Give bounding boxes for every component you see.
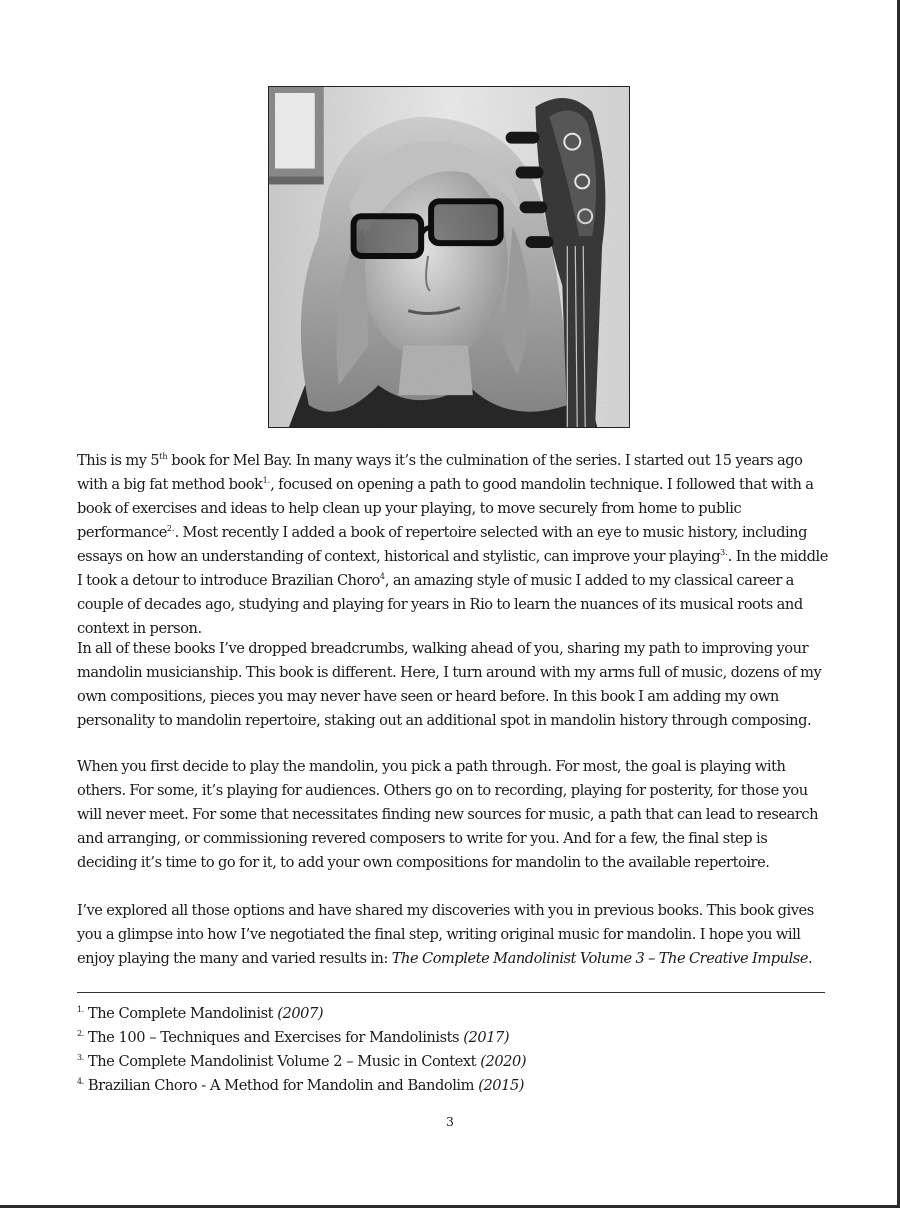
footnote-year: (2017) <box>463 1029 510 1046</box>
author-photo <box>268 86 630 428</box>
footnote-title: The Complete Mandolinist <box>83 1005 278 1022</box>
path-paragraph: When you first decide to play the mandolin, you pick a path through. For most, the goal is playing with others. For some, it’s playing for audiences. Others go on to recording, playing for posterity, for those you will never meet. For some that necessitates finding new sources for music, a path that can lead to research and arranging, or commissioning revered composers to write for you. And for a few, the final step is deciding it’s time to go for it, to add your own compositions for mandolin to the available repertoire. <box>77 758 819 871</box>
footnote-mark: 3. <box>77 1053 84 1063</box>
footnote-title: The 100 – Techniques and Exercises for Mandolinists <box>83 1029 464 1046</box>
p1-text-b: book for Mel Bay. In many ways it’s the culmination of the series. I started out 15 years ago with a big fat method book <box>77 452 803 493</box>
footnote-item <box>77 1050 817 1074</box>
footnote-year: (2015) <box>478 1077 525 1094</box>
footnote-mark: 4. <box>77 1077 84 1087</box>
footnote-year: (2007) <box>277 1005 324 1022</box>
p1-text-c: , focused on opening a path to good mandolin technique. I followed that with a book of exercises and ideas to help clean up your playing, to move securely from home to public performance <box>77 476 814 541</box>
footnote-list <box>77 1002 817 1098</box>
footnote-ref-4[interactable]: 4 <box>379 572 385 582</box>
breadcrumbs-paragraph: In all of these books I’ve dropped breadcrumbs, walking ahead of you, sharing my path to improving your mandolin musicianship. This book is different. Here, I turn around with my arms full of music, dozens of my own compositions, pieces you may never have seen or heard before. In this book I am adding my own personality to mandolin repertoire, staking out an additional spot in mandolin history through composing. <box>77 640 822 729</box>
p1-text-f: , an amazing style of music I added to my classical career a couple of decades ago, studying and playing for years in Rio to learn the nuances of its musical roots and context in person. <box>77 572 803 637</box>
footnote-ref-1[interactable]: 1. <box>262 476 271 486</box>
page-number: 3 <box>446 1114 454 1129</box>
p1-text-a: This is my 5 <box>77 452 160 469</box>
footnote-ref-2[interactable]: 2. <box>166 524 175 534</box>
footnote-title: The Complete Mandolinist Volume 2 – Music in Context <box>83 1053 481 1070</box>
footnote-ref-3[interactable]: 3. <box>720 548 728 558</box>
footnote-item <box>77 1026 817 1050</box>
closing-paragraph <box>77 899 829 971</box>
footnote-title: Brazilian Choro - A Method for Mandolin and Bandolim <box>83 1077 479 1094</box>
footnote-divider <box>77 992 825 993</box>
ordinal-suffix: th <box>159 452 168 462</box>
footnote-mark: 1. <box>77 1005 84 1015</box>
closing-text: I’ve explored all those options and have shared my discoveries with you in previous books. This book gives you a glimpse into how I’ve negotiated the final step, writing original music for mandolin. I hope you will enjoy playing the many and varied results in: <box>77 902 814 967</box>
portrait-illustration <box>269 87 629 427</box>
footnote-item <box>77 1074 817 1098</box>
p1-text-d: . Most recently I added a book of repertoire selected with an eye to music history, including essays on how an understanding of context, historical and stylistic, can improve your playing <box>77 524 808 565</box>
footnote-mark: 2. <box>77 1029 84 1039</box>
footnote-item <box>77 1002 817 1026</box>
footnote-year: (2020) <box>480 1053 527 1070</box>
book-title: The Complete Mandolinist Volume 3 – The Creative Impulse. <box>391 950 813 967</box>
intro-paragraph <box>77 449 829 641</box>
p1-text-e: . In the middle I took a detour to introduce Brazilian Choro <box>77 548 828 589</box>
